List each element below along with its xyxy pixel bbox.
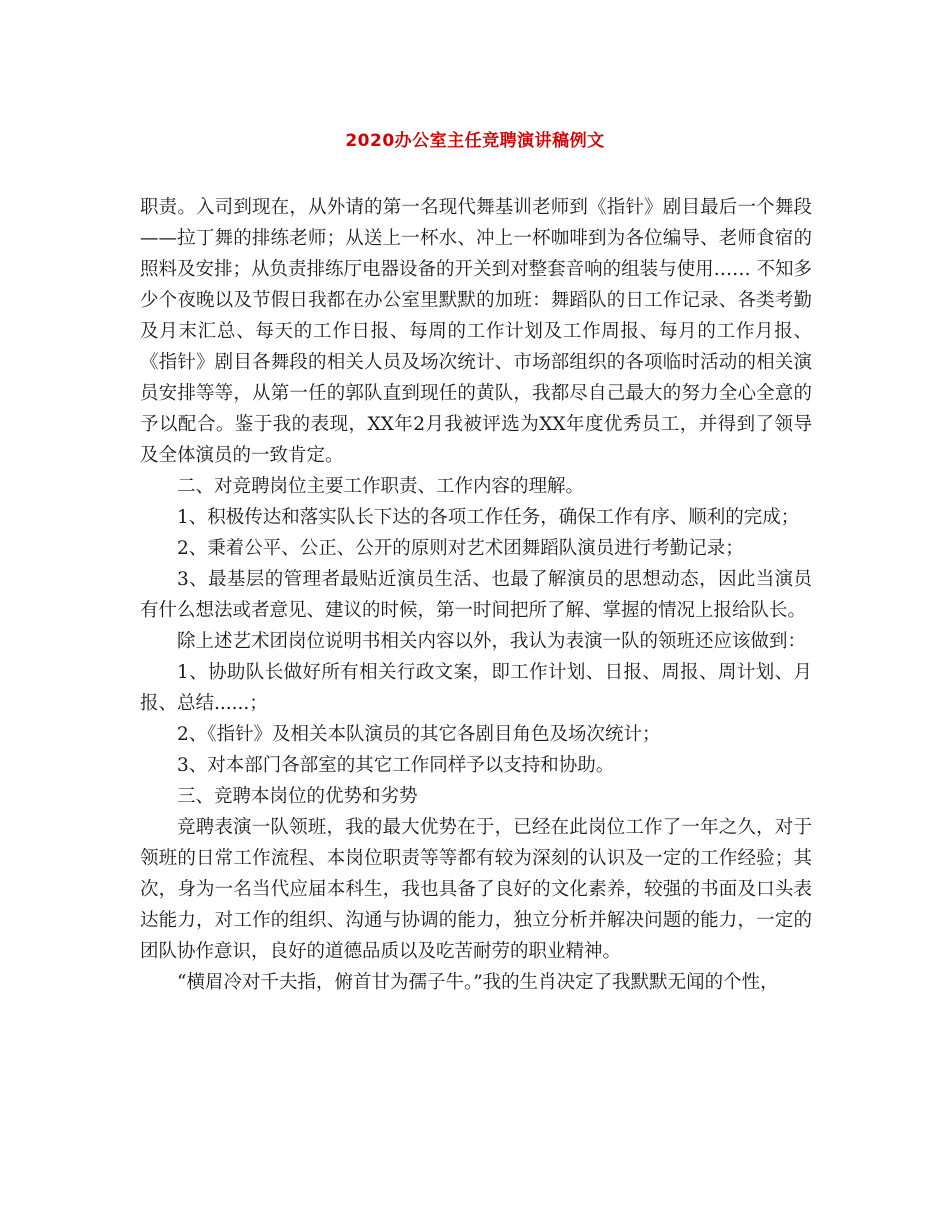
paragraph: 竞聘表演一队领班，我的最大优势在于，已经在此岗位工作了一年之久，对于领班的日常工作流程、本岗位职责等等都有较为深刻的认识及一定的工作经验；其次，身为一名当代应届本科生，我也具备了良好的文化素养，较强的书面及口头表达能力，对工作的组织、沟通与协调的能力，独立分析并解决问题的能力，一定的团队协作意识，良好的道德品质以及吃苦耐劳的职业精神。 [140, 817, 812, 962]
paragraph: 2、《指针》及相关本队演员的其它各剧目角色及场次统计； [177, 724, 661, 745]
paragraph: 3、最基层的管理者最贴近演员生活、也最了解演员的思想动态，因此当演员有什么想法或者意见、建议的时候，第一时间把所了解、掌握的情况上报给队长。 [140, 569, 812, 621]
paragraph: 2、秉着公平、公正、公开的原则对艺术团舞蹈队演员进行考勤记录； [177, 538, 744, 559]
paragraph: 三、竞聘本岗位的优势和劣势 [177, 786, 418, 807]
paragraph: 职责。入司到现在，从外请的第一名现代舞基训老师到《指针》剧目最后一个舞段——拉丁舞的排练老师；从送上一杯水、冲上一杯咖啡到为各位编导、老师食宿的照料及安排；从负责排练厅电器设备的开关到对整套音响的组装与使用…… 不知多少个夜晚以及节假日我都在办公室里默默的加班：舞蹈队的日工作记录、各类考勤及月末汇总、每天的工作日报、每周的工作计划及工作周报、每月的工作月报、《指针》剧目各舞段的相关人员及场次统计、市场部组织的各项临时活动的相关演员安排等等，从第一任的郭队直到现任的黄队，我都尽自己最大的努力全心全意的予以配合。鉴于我的表现，XX年2月我被评选为XX年度优秀员工，并得到了领导及全体演员的一致肯定。 [140, 197, 812, 466]
paragraph: 除上述艺术团岗位说明书相关内容以外，我认为表演一队的领班还应该做到： [177, 631, 807, 652]
paragraph: 3、对本部门各部室的其它工作同样予以支持和协助。 [177, 755, 615, 776]
paragraph: “横眉冷对千夫指，俯首甘为孺子牛。”我的生肖决定了我默默无闻的个性， [177, 972, 779, 993]
paragraph: 1、积极传达和落实队长下达的各项工作任务，确保工作有序、顺利的完成； [177, 507, 800, 528]
paragraph: 二、对竞聘岗位主要工作职责、工作内容的理解。 [177, 476, 585, 497]
paragraph: 1、协助队长做好所有相关行政文案，即工作计划、日报、周报、周计划、月报、总结......； [140, 662, 812, 714]
document-body [140, 192, 812, 998]
document-title: 2020办公室主任竞聘演讲稿例文 [345, 131, 605, 151]
